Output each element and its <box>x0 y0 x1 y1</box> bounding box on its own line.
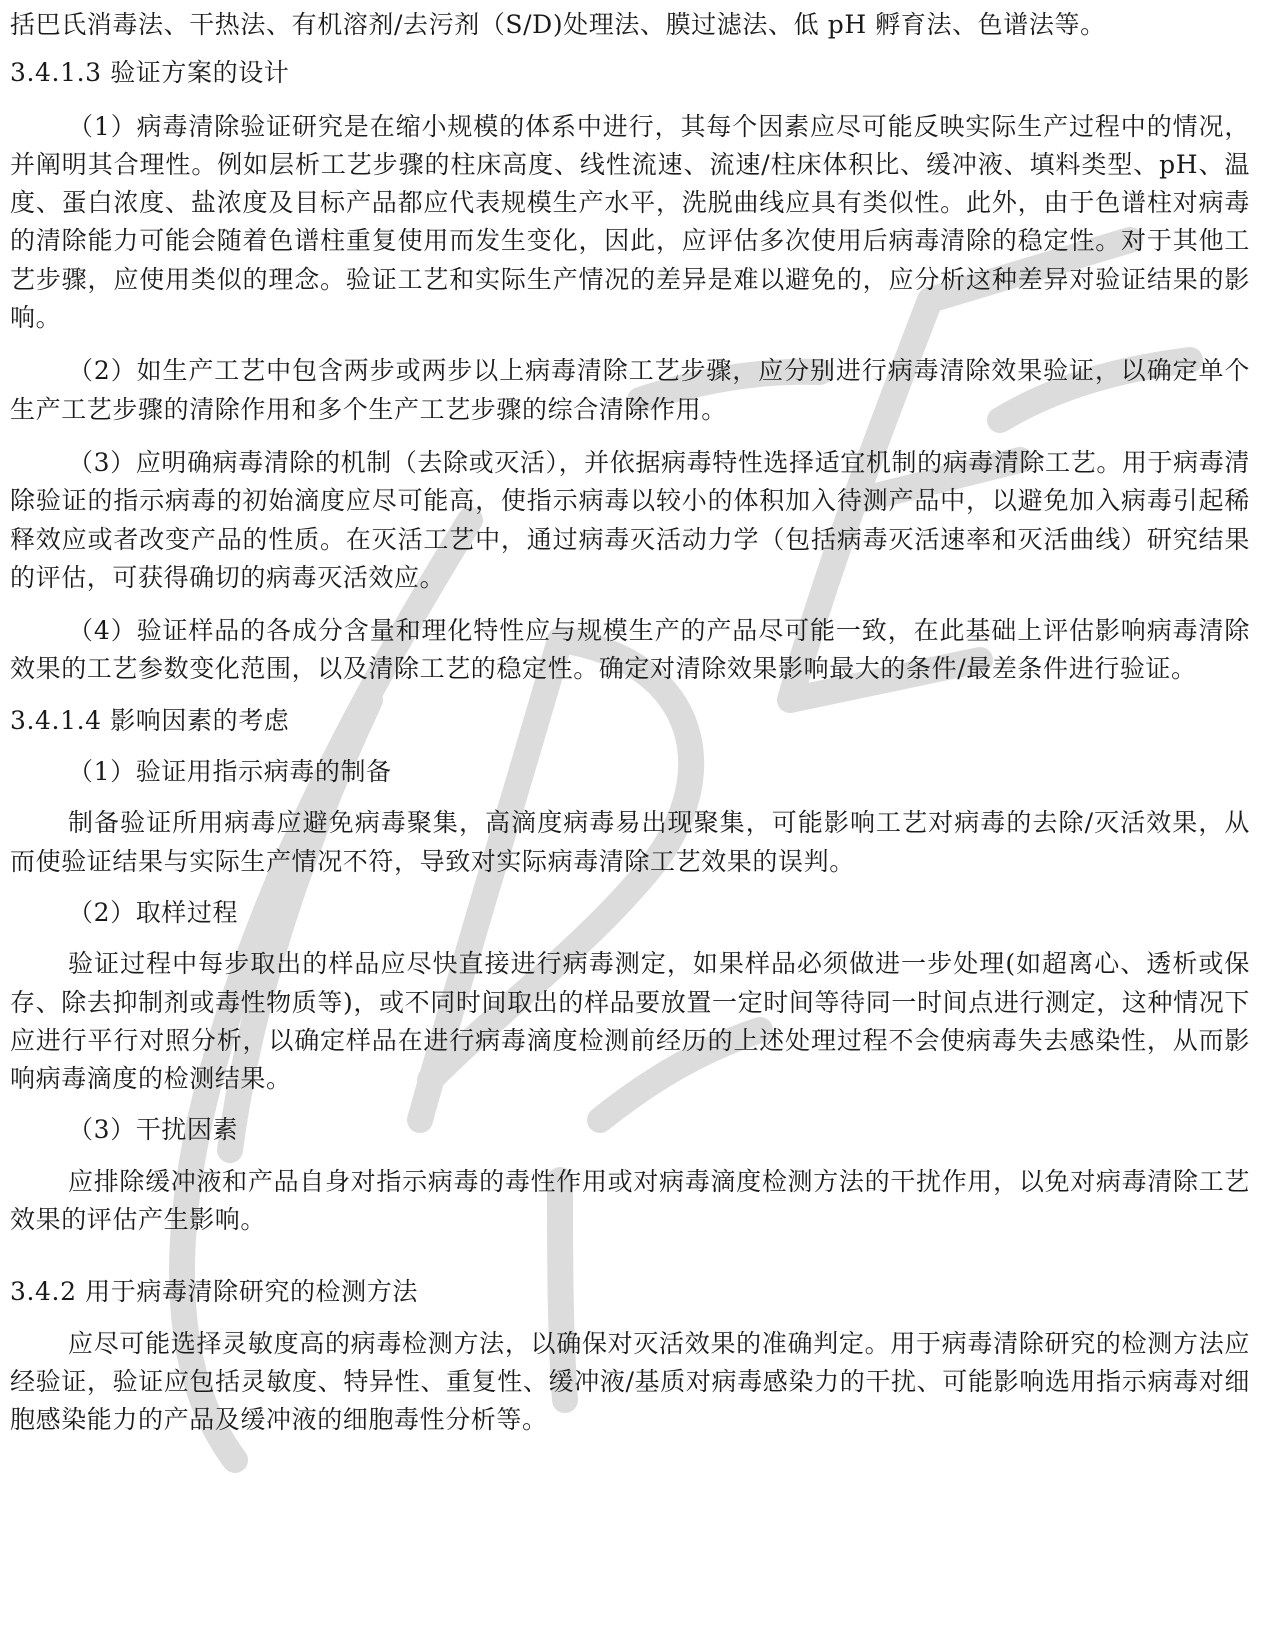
intro-line: 括巴氏消毒法、干热法、有机溶剂/去污剂（S/D)处理法、膜过滤法、低 pH 孵育法、色谱法等。 <box>10 10 1106 39</box>
paragraph-1: （1）病毒清除验证研究是在缩小规模的体系中进行，其每个因素应尽可能反映实际生产过程中的情况，并阐明其合理性。例如层析工艺步骤的柱床高度、线性流速、流速/柱床体积比、缓冲液、填料类型、pH、温度、蛋白浓度、盐浓度及目标产品都应代表规模生产水平，洗脱曲线应具有类似性。此外，由于色谱柱对病毒的清除能力可能会随着色谱柱重复使用而发生变化，因此，应评估多次使用后病毒清除的稳定性。对于其他工艺步骤，应使用类似的理念。验证工艺和实际生产情况的差异是难以避免的，应分析这种差异对验证结果的影响。 <box>10 111 1250 333</box>
paragraph-sampling: 验证过程中每步取出的样品应尽快直接进行病毒测定，如果样品必须做进一步处理(如超离心、透析或保存、除去抑制剂或毒性物质等)，或不同时间取出的样品要放置一定时间等待同一时间点进行测定，这种情况下应进行平行对照分析，以确定样品在进行病毒滴度检测前经历的上述处理过程不会使病毒失去感染性，从而影响病毒滴度的检测结果。 <box>10 949 1250 1094</box>
paragraph-2: （2）如生产工艺中包含两步或两步以上病毒清除工艺步骤，应分别进行病毒清除效果验证，以确定单个生产工艺步骤的清除作用和多个生产工艺步骤的综合清除作用。 <box>10 356 1250 424</box>
subheading-indicator-virus: （1）验证用指示病毒的制备 <box>68 757 392 787</box>
section-heading-3-4-2: 3.4.2 用于病毒清除研究的检测方法 <box>10 1277 418 1307</box>
paragraph-indicator-virus: 制备验证所用病毒应避免病毒聚集，高滴度病毒易出现聚集，可能影响工艺对病毒的去除/灭活效果，从而使验证结果与实际生产情况不符，导致对实际病毒清除工艺效果的误判。 <box>10 808 1250 876</box>
paragraph-3: （3）应明确病毒清除的机制（去除或灭活），并依据病毒特性选择适宜机制的病毒清除工艺。用于病毒清除验证的指示病毒的初始滴度应尽可能高，使指示病毒以较小的体积加入待测产品中，以避免加入病毒引起稀释效应或者改变产品的性质。在灭活工艺中，通过病毒灭活动力学（包括病毒灭活速率和灭活曲线）研究结果的评估，可获得确切的病毒灭活效应。 <box>10 447 1250 592</box>
paragraph-interference: 应排除缓冲液和产品自身对指示病毒的毒性作用或对病毒滴度检测方法的干扰作用，以免对病毒清除工艺效果的评估产生影响。 <box>10 1166 1250 1235</box>
section-heading-3-4-1-3: 3.4.1.3 验证方案的设计 <box>10 58 290 88</box>
section-heading-3-4-1-4: 3.4.1.4 影响因素的考虑 <box>10 705 290 735</box>
paragraph-detection-methods: 应尽可能选择灵敏度高的病毒检测方法，以确保对灭活效果的准确判定。用于病毒清除研究的检测方法应经验证，验证应包括灵敏度、特异性、重复性、缓冲液/基质对病毒感染力的干扰、可能影响选用指示病毒对细胞感染能力的产品及缓冲液的细胞毒性分析等。 <box>10 1328 1250 1435</box>
paragraph-4: （4）验证样品的各成分含量和理化特性应与规模生产的产品尽可能一致，在此基础上评估影响病毒清除效果的工艺参数变化范围，以及清除工艺的稳定性。确定对清除效果影响最大的条件/最差条件进行验证。 <box>10 616 1250 684</box>
subheading-sampling: （2）取样过程 <box>68 897 239 927</box>
subheading-interference: （3）干扰因素 <box>68 1115 239 1145</box>
